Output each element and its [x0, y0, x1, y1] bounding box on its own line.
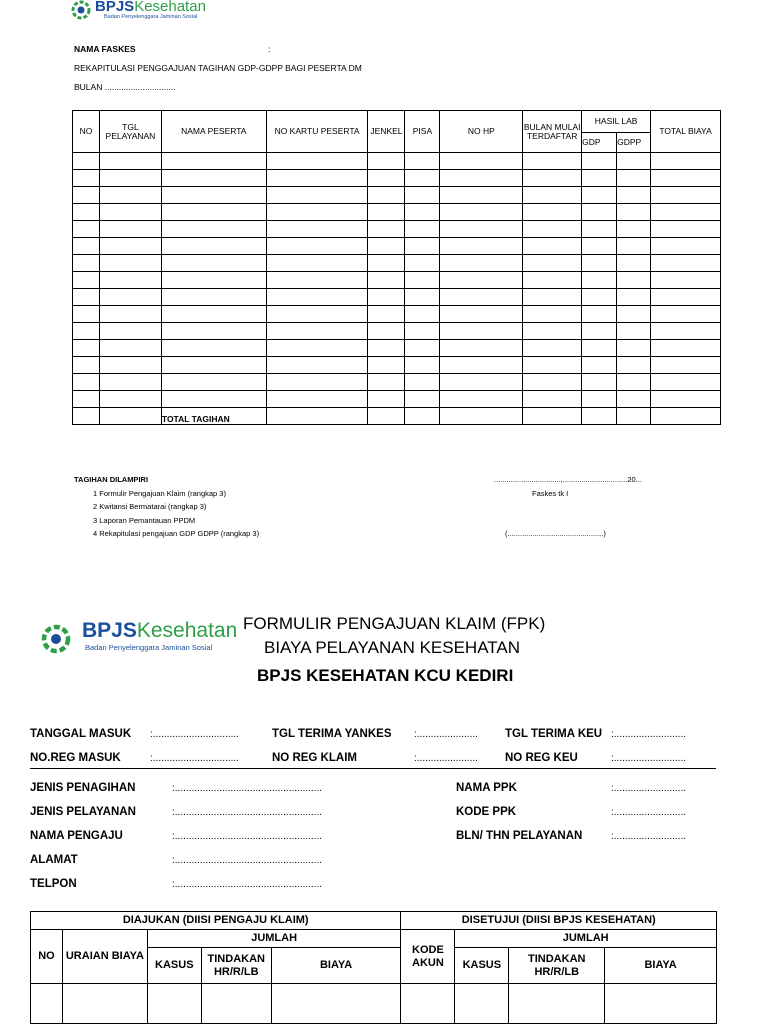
table-cell[interactable]	[582, 238, 617, 255]
table-cell[interactable]	[161, 204, 266, 221]
no-reg-masuk-value[interactable]: :...............................	[150, 753, 239, 764]
table-cell[interactable]	[617, 357, 651, 374]
table-cell[interactable]	[523, 340, 582, 357]
no-reg-keu-label: NO REG KEU	[505, 752, 578, 764]
col-no: NO	[73, 111, 100, 153]
table-cell[interactable]	[651, 238, 721, 255]
table-cell[interactable]	[161, 238, 266, 255]
table-cell[interactable]	[368, 289, 405, 306]
table-cell[interactable]	[651, 323, 721, 340]
table-cell[interactable]	[99, 391, 161, 408]
table-cell[interactable]	[523, 374, 582, 391]
table-cell[interactable]	[99, 374, 161, 391]
no-reg-masuk-label: NO.REG MASUK	[30, 752, 121, 764]
claim-cell[interactable]	[455, 984, 509, 1024]
table-cell[interactable]	[405, 238, 440, 255]
table-row	[73, 187, 721, 204]
table-cell[interactable]	[617, 272, 651, 289]
table-cell[interactable]	[582, 221, 617, 238]
table-cell[interactable]	[651, 255, 721, 272]
col-kasus: KASUS	[147, 948, 201, 984]
lampiran-item: 3 Laporan Pemantauan PPDM	[93, 516, 196, 525]
tanggal-masuk-label: TANGGAL MASUK	[30, 728, 132, 740]
table-cell[interactable]	[368, 238, 405, 255]
table-cell[interactable]	[582, 170, 617, 187]
table-cell[interactable]	[440, 170, 523, 187]
claim-cell[interactable]	[509, 984, 605, 1024]
table-row	[73, 340, 721, 357]
alamat-value[interactable]: :.....................................................	[172, 855, 323, 866]
claim-table	[30, 911, 717, 1024]
rekap-table	[72, 110, 721, 425]
table-cell[interactable]	[266, 340, 368, 357]
fpk-subtitle: BIAYA PELAYANAN KESEHATAN	[264, 638, 521, 657]
table-cell[interactable]	[582, 323, 617, 340]
tagihan-dilampiri-label: TAGIHAN DILAMPIRI	[74, 475, 149, 484]
col-kasus: KASUS	[455, 948, 509, 984]
table-cell[interactable]	[617, 340, 651, 357]
table-cell[interactable]	[440, 289, 523, 306]
table-row	[73, 204, 721, 221]
jumlah-header: JUMLAH	[455, 930, 717, 948]
no-reg-klaim-label: NO REG KLAIM	[272, 752, 357, 764]
table-cell[interactable]	[582, 340, 617, 357]
table-cell[interactable]	[161, 374, 266, 391]
table-cell[interactable]	[161, 255, 266, 272]
table-cell[interactable]	[617, 323, 651, 340]
table-cell[interactable]	[523, 289, 582, 306]
table-cell[interactable]	[161, 272, 266, 289]
table-cell[interactable]	[651, 340, 721, 357]
table-cell[interactable]	[368, 221, 405, 238]
table-cell[interactable]	[405, 374, 440, 391]
col-kode-akun: KODE AKUN	[401, 930, 455, 984]
table-cell[interactable]	[99, 238, 161, 255]
table-cell[interactable]	[266, 323, 368, 340]
table-cell[interactable]	[266, 221, 368, 238]
table-cell[interactable]	[440, 357, 523, 374]
col-bulan-mulai: BULAN MULAI TERDAFTAR	[523, 111, 582, 153]
col-jenkel: JENKEL	[368, 111, 405, 153]
table-cell[interactable]	[99, 357, 161, 374]
table-cell[interactable]	[266, 153, 368, 170]
table-row	[73, 323, 721, 340]
fpk-office: BPJS KESEHATAN KCU KEDIRI	[257, 666, 514, 685]
bln-thn-pelayanan-label: BLN/ THN PELAYANAN	[456, 830, 583, 842]
table-cell[interactable]	[440, 323, 523, 340]
col-tindakan: TINDAKAN HR/R/LB	[509, 948, 605, 984]
table-cell[interactable]	[651, 170, 721, 187]
table-cell[interactable]	[266, 289, 368, 306]
claim-cell[interactable]	[401, 984, 455, 1024]
no-reg-klaim-value[interactable]: :......................	[414, 753, 478, 764]
table-cell[interactable]	[368, 272, 405, 289]
col-gdpp: GDPP	[617, 133, 651, 153]
table-cell[interactable]	[161, 221, 266, 238]
claim-cell[interactable]	[605, 984, 717, 1024]
table-cell[interactable]	[99, 255, 161, 272]
table-row	[73, 153, 721, 170]
table-cell[interactable]	[368, 187, 405, 204]
table-cell[interactable]	[440, 340, 523, 357]
table-cell[interactable]	[99, 272, 161, 289]
diajukan-header: DIAJUKAN (DIISI PENGAJU KLAIM)	[31, 912, 401, 930]
table-cell[interactable]	[617, 238, 651, 255]
table-cell[interactable]	[651, 153, 721, 170]
table-cell[interactable]	[99, 306, 161, 323]
table-cell[interactable]	[617, 289, 651, 306]
table-cell[interactable]	[161, 340, 266, 357]
faskes-label: Faskes tk I	[532, 489, 569, 498]
table-cell[interactable]	[73, 306, 100, 323]
table-cell[interactable]	[99, 153, 161, 170]
col-no-hp: NO HP	[440, 111, 523, 153]
table-cell[interactable]	[405, 289, 440, 306]
col-pisa: PISA	[405, 111, 440, 153]
table-cell[interactable]	[523, 204, 582, 221]
table-cell[interactable]	[405, 170, 440, 187]
table-cell[interactable]	[73, 255, 100, 272]
disetujui-header: DISETUJUI (DIISI BPJS KESEHATAN)	[401, 912, 717, 930]
table-cell[interactable]	[582, 391, 617, 408]
nama-faskes-colon: :	[268, 44, 271, 54]
table-cell[interactable]	[73, 323, 100, 340]
kode-ppk-value[interactable]: :..........................	[611, 807, 687, 818]
table-cell[interactable]	[161, 357, 266, 374]
table-cell[interactable]	[161, 187, 266, 204]
table-cell[interactable]	[368, 340, 405, 357]
table-cell[interactable]	[617, 204, 651, 221]
table-cell[interactable]	[440, 153, 523, 170]
table-cell[interactable]	[582, 289, 617, 306]
table-row	[73, 238, 721, 255]
table-cell[interactable]	[440, 238, 523, 255]
table-cell[interactable]	[617, 374, 651, 391]
tgl-terima-keu-value[interactable]: :..........................	[611, 729, 687, 740]
tgl-terima-yankes-value[interactable]: :......................	[414, 729, 478, 740]
jenis-penagihan-value[interactable]: :.....................................................	[172, 783, 323, 794]
table-cell[interactable]	[73, 204, 100, 221]
rekap-title: REKAPITULASI PENGGAJUAN TAGIHAN GDP-GDPP BAGI PESERTA DM	[74, 63, 362, 73]
table-cell[interactable]	[368, 391, 405, 408]
lampiran-item: 2 Kwitansi Bermatarai (rangkap 3)	[93, 502, 207, 511]
col-no: NO	[31, 930, 63, 984]
header-divider	[30, 768, 716, 769]
table-cell[interactable]	[368, 306, 405, 323]
table-cell[interactable]	[405, 153, 440, 170]
table-cell[interactable]	[523, 391, 582, 408]
table-cell[interactable]	[405, 221, 440, 238]
table-cell[interactable]	[161, 391, 266, 408]
table-row	[73, 255, 721, 272]
table-row	[73, 306, 721, 323]
col-biaya: BIAYA	[605, 948, 717, 984]
table-cell[interactable]	[651, 289, 721, 306]
table-cell[interactable]	[440, 374, 523, 391]
table-cell[interactable]	[99, 340, 161, 357]
table-cell[interactable]	[440, 306, 523, 323]
lampiran-item: 1 Formulir Pengajuan Klaim (rangkap 3)	[93, 489, 226, 498]
claim-cell[interactable]	[147, 984, 201, 1024]
col-total-biaya: TOTAL BIAYA	[651, 111, 721, 153]
table-cell[interactable]	[99, 204, 161, 221]
table-cell[interactable]	[582, 357, 617, 374]
brand-name: BPJSKesehatan	[95, 0, 206, 15]
table-cell[interactable]	[523, 221, 582, 238]
table-cell[interactable]	[617, 306, 651, 323]
table-cell[interactable]	[582, 306, 617, 323]
table-cell[interactable]	[651, 306, 721, 323]
tanggal-masuk-value[interactable]: :...............................	[150, 729, 239, 740]
table-cell[interactable]	[651, 272, 721, 289]
telpon-label: TELPON	[30, 878, 77, 890]
table-row	[73, 221, 721, 238]
table-cell[interactable]	[582, 272, 617, 289]
bulan-line: BULAN ..............................	[74, 82, 176, 92]
table-cell[interactable]	[523, 323, 582, 340]
table-cell[interactable]	[368, 374, 405, 391]
bpjs-logo-icon	[40, 624, 72, 654]
table-cell[interactable]	[99, 289, 161, 306]
table-cell[interactable]	[523, 170, 582, 187]
table-cell[interactable]	[582, 255, 617, 272]
table-cell[interactable]	[523, 272, 582, 289]
table-cell[interactable]	[582, 204, 617, 221]
table-cell[interactable]	[368, 153, 405, 170]
tgl-terima-keu-label: TGL TERIMA KEU	[505, 728, 603, 740]
nama-ppk-label: NAMA PPK	[456, 782, 517, 794]
col-hasil-lab: HASIL LAB	[582, 111, 651, 133]
table-cell[interactable]	[651, 357, 721, 374]
table-cell[interactable]	[73, 238, 100, 255]
table-cell[interactable]	[523, 357, 582, 374]
table-cell[interactable]	[617, 255, 651, 272]
table-cell[interactable]	[523, 153, 582, 170]
jenis-penagihan-label: JENIS PENAGIHAN	[30, 782, 136, 794]
table-cell[interactable]	[73, 391, 100, 408]
col-uraian-biaya: URAIAN BIAYA	[62, 930, 147, 984]
jenis-pelayanan-label: JENIS PELAYANAN	[30, 806, 136, 818]
table-cell[interactable]	[368, 323, 405, 340]
table-cell[interactable]	[405, 272, 440, 289]
table-cell[interactable]	[161, 153, 266, 170]
table-cell[interactable]	[440, 221, 523, 238]
table-cell[interactable]	[73, 374, 100, 391]
table-cell[interactable]	[617, 153, 651, 170]
table-cell[interactable]	[266, 374, 368, 391]
telpon-value[interactable]: :.....................................................	[172, 879, 323, 890]
nama-pengaju-label: NAMA PENGAJU	[30, 830, 123, 842]
table-cell[interactable]	[617, 187, 651, 204]
col-tindakan: TINDAKAN HR/R/LB	[201, 948, 271, 984]
date-line: ................................,...............................20...	[494, 475, 642, 484]
col-biaya: BIAYA	[271, 948, 401, 984]
table-cell[interactable]	[266, 357, 368, 374]
table-cell[interactable]	[73, 187, 100, 204]
table-cell[interactable]	[73, 170, 100, 187]
col-no-kartu: NO KARTU PESERTA	[266, 111, 368, 153]
table-cell[interactable]	[266, 238, 368, 255]
jumlah-header: JUMLAH	[147, 930, 401, 948]
brand-subtitle: Badan Penyelenggara Jaminan Sosial	[104, 14, 198, 20]
table-cell[interactable]	[523, 306, 582, 323]
table-cell[interactable]	[73, 289, 100, 306]
table-row	[73, 391, 721, 408]
alamat-label: ALAMAT	[30, 854, 78, 866]
kode-ppk-label: KODE PPK	[456, 806, 517, 818]
col-tgl-pelayanan: TGL PELAYANAN	[99, 111, 161, 153]
table-cell[interactable]	[617, 391, 651, 408]
table-cell[interactable]	[266, 204, 368, 221]
table-cell[interactable]	[266, 306, 368, 323]
table-row	[73, 374, 721, 391]
table-cell[interactable]	[99, 323, 161, 340]
table-cell[interactable]	[440, 255, 523, 272]
table-row	[73, 289, 721, 306]
lampiran-item: 4 Rekapitulasi pengajuan GDP GDPP (rangkap 3)	[93, 529, 260, 538]
table-cell[interactable]	[617, 221, 651, 238]
table-cell[interactable]	[368, 170, 405, 187]
fpk-title: FORMULIR PENGAJUAN KLAIM (FPK)	[243, 614, 546, 633]
table-cell[interactable]	[617, 170, 651, 187]
table-cell[interactable]	[161, 323, 266, 340]
table-cell[interactable]	[651, 221, 721, 238]
table-cell[interactable]	[73, 153, 100, 170]
table-cell[interactable]	[582, 153, 617, 170]
table-cell[interactable]	[99, 221, 161, 238]
nama-ppk-value[interactable]: :..........................	[611, 783, 687, 794]
bpjs-logo-icon	[70, 0, 92, 20]
claim-cell[interactable]	[31, 984, 63, 1024]
table-cell[interactable]	[73, 272, 100, 289]
nama-faskes-label: NAMA FASKES	[74, 44, 136, 54]
col-nama-peserta: NAMA PESERTA	[161, 111, 266, 153]
tgl-terima-yankes-label: TGL TERIMA YANKES	[272, 728, 392, 740]
claim-cell[interactable]	[201, 984, 271, 1024]
table-row	[73, 170, 721, 187]
table-cell[interactable]	[266, 255, 368, 272]
table-cell[interactable]	[440, 204, 523, 221]
table-cell[interactable]	[651, 391, 721, 408]
bln-thn-pelayanan-value[interactable]: :..........................	[611, 831, 687, 842]
table-cell[interactable]	[405, 357, 440, 374]
table-cell[interactable]	[266, 187, 368, 204]
table-cell[interactable]	[368, 357, 405, 374]
table-cell[interactable]	[405, 391, 440, 408]
table-row	[73, 272, 721, 289]
table-cell[interactable]	[266, 170, 368, 187]
table-cell[interactable]	[405, 306, 440, 323]
table-cell[interactable]	[440, 187, 523, 204]
table-cell[interactable]	[523, 255, 582, 272]
table-cell[interactable]	[405, 187, 440, 204]
claim-cell[interactable]	[62, 984, 147, 1024]
total-tagihan-label: TOTAL TAGIHAN	[161, 408, 266, 425]
table-cell[interactable]	[73, 357, 100, 374]
table-cell[interactable]	[582, 374, 617, 391]
table-cell[interactable]	[368, 255, 405, 272]
table-cell[interactable]	[405, 340, 440, 357]
table-cell[interactable]	[582, 187, 617, 204]
jenis-pelayanan-value[interactable]: :.....................................................	[172, 807, 323, 818]
table-cell[interactable]	[651, 187, 721, 204]
signature-line: (..............................................)	[505, 529, 606, 538]
table-row	[73, 357, 721, 374]
table-cell[interactable]	[651, 204, 721, 221]
table-cell[interactable]	[523, 238, 582, 255]
brand-name: BPJSKesehatan	[82, 619, 238, 642]
table-cell[interactable]	[73, 340, 100, 357]
claim-cell[interactable]	[271, 984, 401, 1024]
table-cell[interactable]	[266, 391, 368, 408]
table-cell[interactable]	[368, 204, 405, 221]
table-cell[interactable]	[440, 272, 523, 289]
table-cell[interactable]	[161, 170, 266, 187]
table-cell[interactable]	[405, 255, 440, 272]
table-cell[interactable]	[161, 306, 266, 323]
table-cell[interactable]	[161, 289, 266, 306]
brand-subtitle: Badan Penyelenggara Jaminan Sosial	[85, 643, 213, 652]
nama-pengaju-value[interactable]: :.....................................................	[172, 831, 323, 842]
table-cell[interactable]	[99, 170, 161, 187]
table-cell[interactable]	[266, 272, 368, 289]
table-cell[interactable]	[99, 187, 161, 204]
col-gdp: GDP	[582, 133, 617, 153]
table-cell[interactable]	[523, 187, 582, 204]
no-reg-keu-value[interactable]: :..........................	[611, 753, 687, 764]
table-cell[interactable]	[440, 391, 523, 408]
table-cell[interactable]	[405, 323, 440, 340]
table-cell[interactable]	[73, 221, 100, 238]
table-cell[interactable]	[651, 374, 721, 391]
table-cell[interactable]	[405, 204, 440, 221]
